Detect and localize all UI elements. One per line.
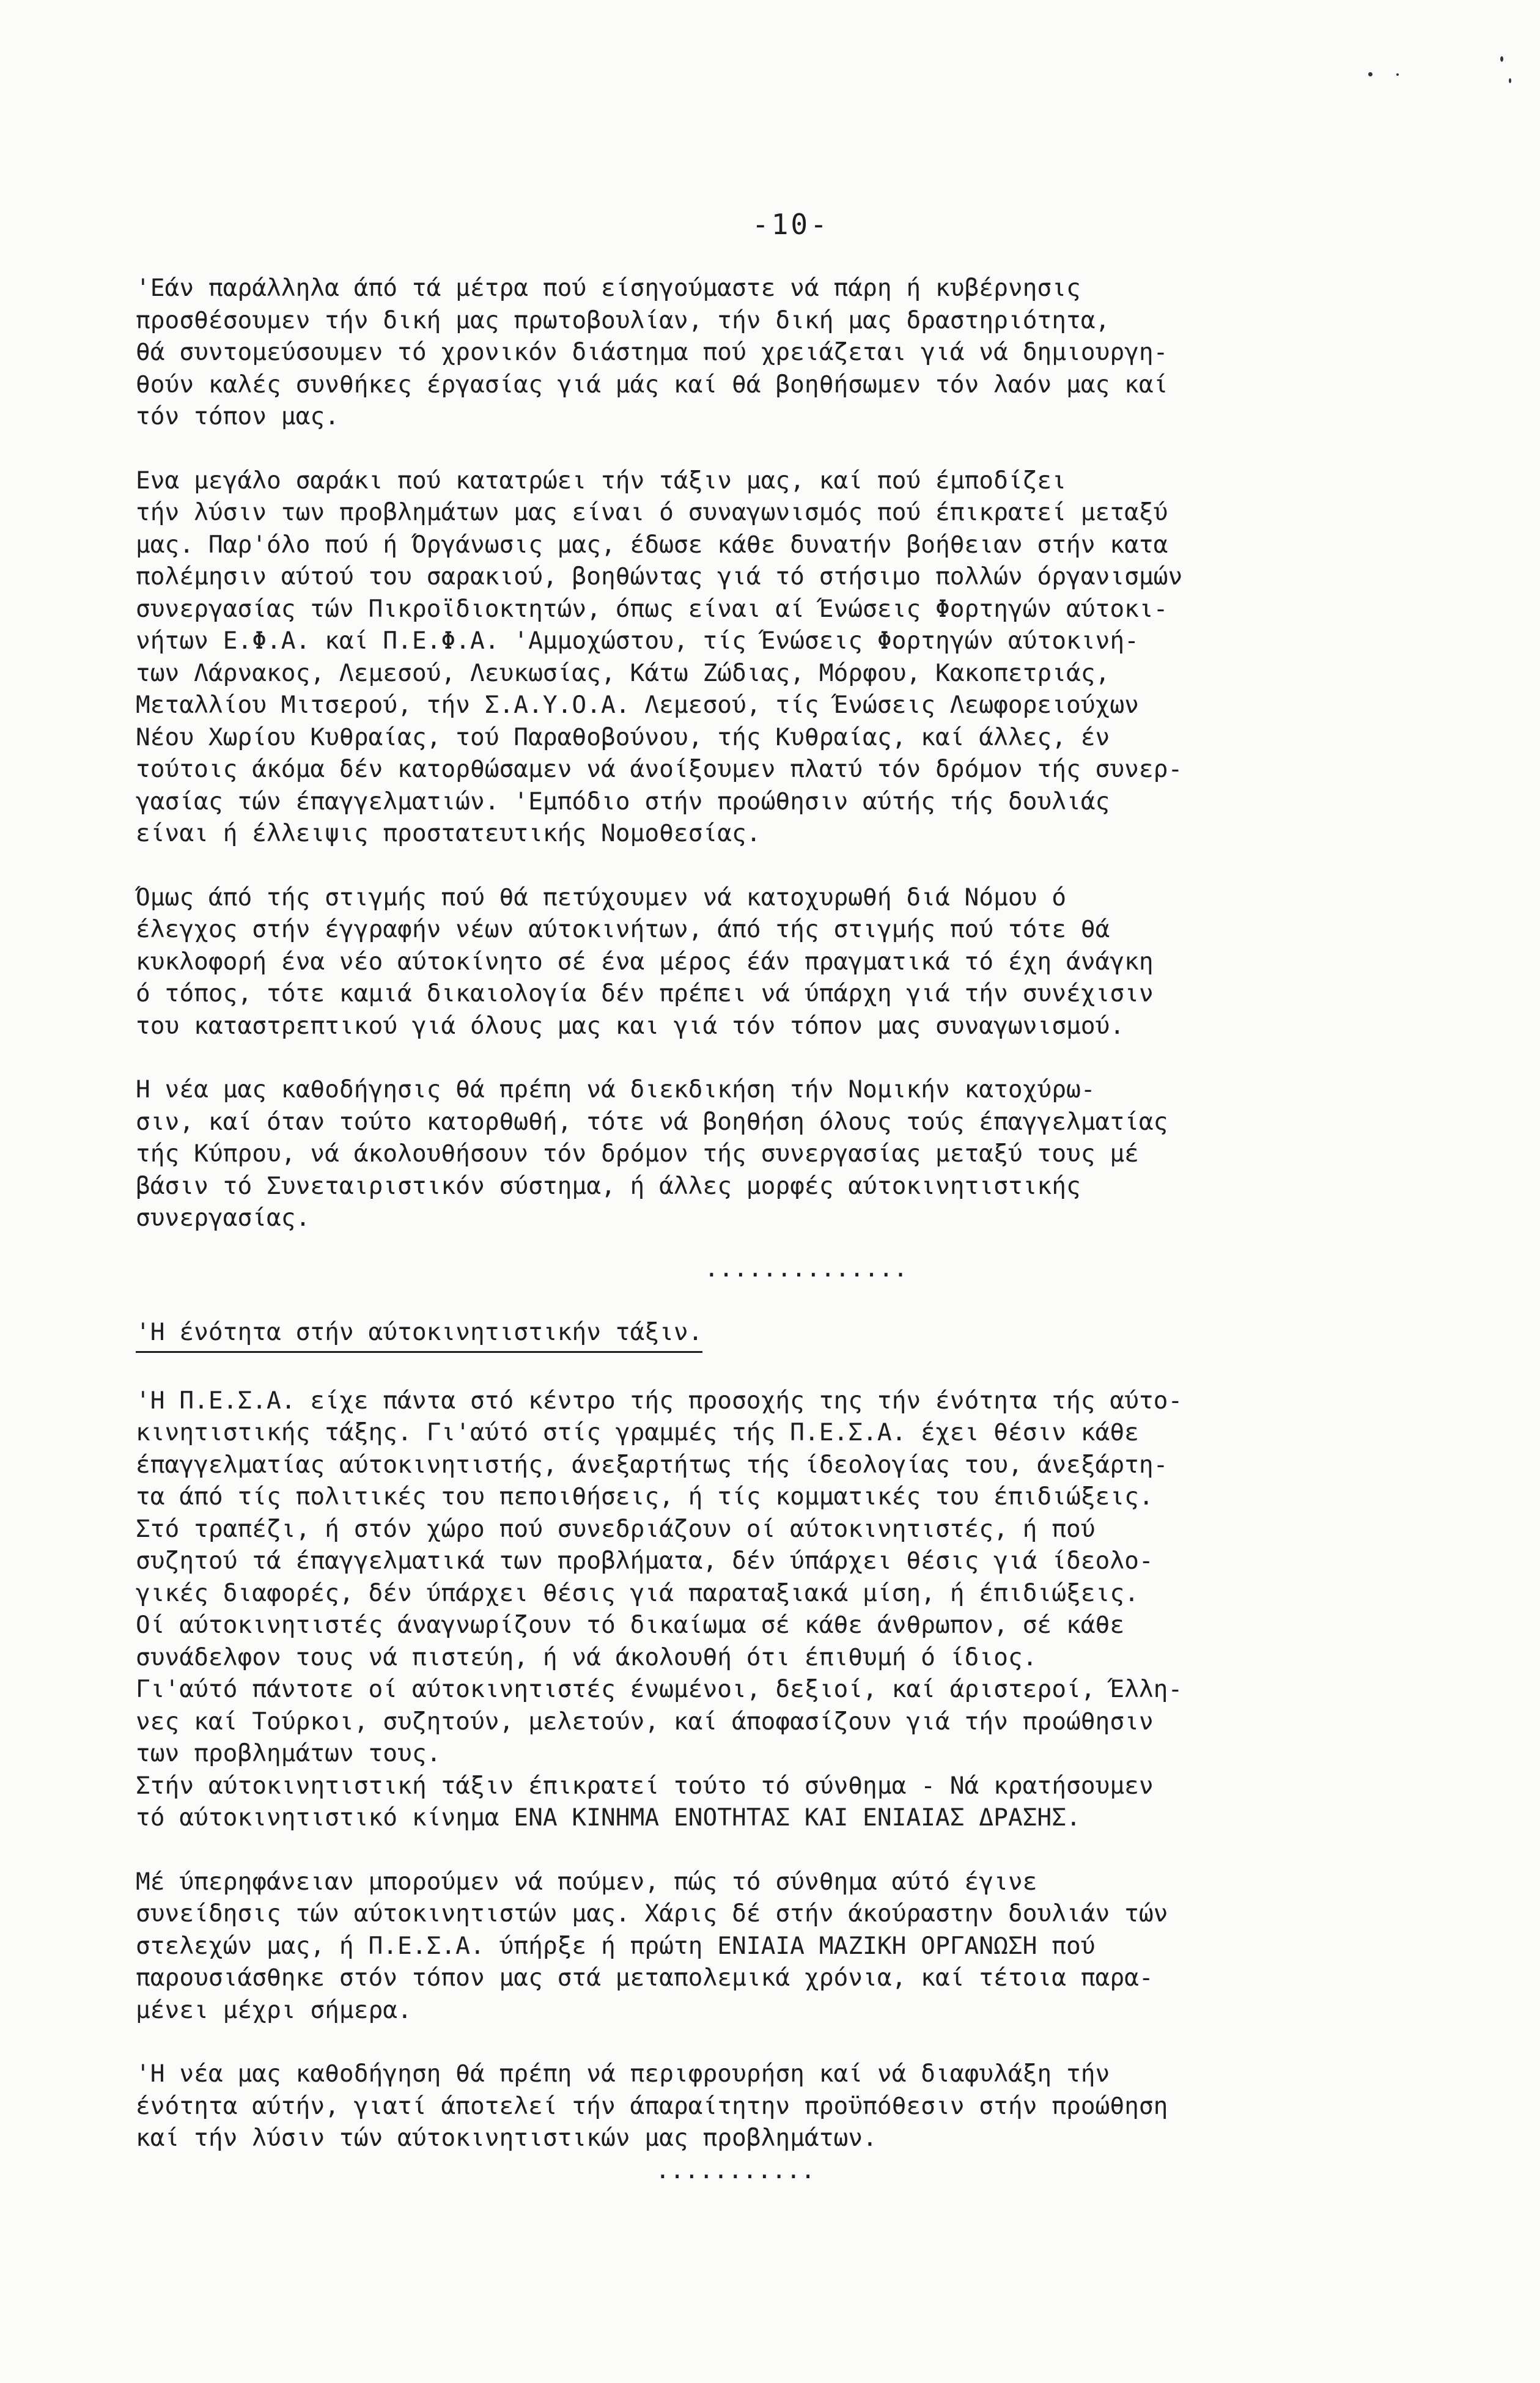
paragraph: 'Εάν παράλληλα άπό τά μέτρα πού είσηγούμαστε νά πάρη ή κυβέρνησις προσθέσουμεν τήν δική μας πρωτοβουλίαν, τήν δική μας δραστηριότητα, θά συντομεύσουμεν τό χρονικόν διάστημα πού χρειάζεται γιά νά δημιουργη- θούν καλές συνθήκες έργασίας γιά μάς καί θά βοηθήσωμεν τόν λαόν μας καί τόν τόπον μας. (136, 274, 1168, 430)
paragraph-gap (136, 1284, 1444, 1316)
paragraph-gap (136, 1234, 1444, 1253)
paragraph: Ενα μεγάλο σαράκι πού κατατρώει τήν τάξιν μας, καί πού έμποδίζει τήν λύσιν των προβλημάτων μας είναι ό συναγωνισμός πού έπικρατεί μεταξύ μας. Παρ'όλο πού ή Όργάνωσις μας, έδωσε κάθε δυνατήν βοήθειαν στήν κατα πολέμησιν αύτού του σαρακιού, βοηθώντας γιά τό στήσιμο πολλών όργανισμών συνεργασίας τών Πικροϊδιοκτητών, όπως είναι αί Ένώσεις Φορτηγών αύτοκι- νήτων Ε.Φ.Α. καί Π.Ε.Φ.Α. 'Αμμοχώστου, τίς Ένώσεις Φορτηγών αύτοκινή- των Λάρνακος, Λεμεσού, Λευκωσίας, Κάτω Ζώδιας, Μόρφου, Κακοπετριάς, Μεταλλίου Μιτσερού, τήν Σ.Α.Υ.Ο.Α. Λεμεσού, τίς Ένώσεις Λεωφορειούχων Νέου Χωρίου Κυθραίας, τού Παραθοβούνου, τής Κυθραίας, καί άλλες, έν τούτοις άκόμα δέν κατορθώσαμεν νά άνοίξουμεν πλατύ τόν δρόμον τής συνερ- γασίας τών έπαγγελματιών. 'Εμπόδιο στήν προώθησιν αύτής τής δουλιάς είναι ή έλλειψις προστατευτικής Νομοθεσίας. (136, 466, 1183, 847)
section-heading: 'Η ένότητα στήν αύτοκινητιστικήν τάξιν. (136, 1316, 702, 1353)
paragraph: 'Η Π.Ε.Σ.Α. είχε πάντα στό κέντρο τής προσοχής της τήν ένότητα τής αύτο- κινητιστικής τάξης. Γι'αύτό στίς γραμμές τής Π.Ε.Σ.Α. έχει θέσιν κάθε έπαγγελματίας αύτοκινητιστής, άνεξαρτήτως τής ίδεολογίας του, άνεξάρτη- τα άπό τίς πολιτικές του πεποιθήσεις, ή τίς κομματικές του έπιδιώξεις. Στό τραπέζι, ή στόν χώρο πού συνεδριάζουν οί αύτοκινητιστές, ή πού συζητού τά έπαγγελματικά των προβλήματα, δέν ύπάρχει θέσις γιά ίδεολο- γικές διαφορές, δέν ύπάρχει θέσις γιά παραταξιακά μίση, ή έπιδιώξεις. Οί αύτοκινητιστές άναγνωρίζουν τό δικαίωμα σέ κάθε άνθρωπον, σέ κάθε συνάδελφον τους νά πιστεύη, ή νά άκολουθή ότι έπιθυμή ό ίδιος. Γι'αύτό πάντοτε οί αύτοκινητιστές ένωμένοι, δεξιοί, καί άριστεροί, Έλλη- νες καί Τούρκοι, συζητούν, μελετούν, καί άποφασίζουν γιά τήν προώθησιν των προβλημάτων τους. Στήν αύτοκινητιστική τάξιν έπικρατεί τούτο τό σύνθημα - Νά κρατήσουμεν τό αύτοκινητιστικό κίνημα ΕΝΑ ΚΙΝΗΜΑ ΕΝΟΤΗΤΑΣ ΚΑΙ ΕΝΙΑΙΑΣ ΔΡΑΣΗΣ. (136, 1386, 1183, 1832)
paragraph-gap (136, 433, 1444, 465)
paragraph: Μέ ύπερηφάνειαν μπορούμεν νά πούμεν, πώς τό σύνθημα αύτό έγινε συνείδησις τών αύτοκινητιστών μας. Χάρις δέ στήν άκούραστην δουλιάν τών στελεχών μας, ή Π.Ε.Σ.Α. ύπήρξε ή πρώτη ΕΝΙΑΙΑ ΜΑΖΙΚΗ ΟΡΓΑΝΩΣΗ πού παρουσιάσθηκε στόν τόπον μας στά μεταπολεμικά χρόνια, καί τέτοια παρα- μένει μέχρι σήμερα. (136, 1867, 1168, 2024)
scan-speck (1368, 72, 1372, 76)
paragraph: Όμως άπό τής στιγμής πού θά πετύχουμεν νά κατοχυρωθή διά Νόμου ό έλεγχος στήν έγγραφήν νέων αύτοκινήτων, άπό τής στιγμής πού τότε θά κυκλοφορή ένα νέο αύτοκίνητο σέ ένα μέρος έάν πραγματικά τό έχη άνάγκη ό τόπος, τότε καμιά δικαιολογία δέν πρέπει νά ύπάρχη γιά τήν συνέχισιν του καταστρεπτικού γιά όλους μας και γιά τόν τόπον μας συναγωνισμού. (136, 883, 1154, 1040)
document-body (136, 272, 1444, 2186)
paragraph-gap (136, 1834, 1444, 1866)
page-number: -10- (752, 208, 830, 241)
paragraph-gap (136, 850, 1444, 882)
paragraph-gap (136, 2026, 1444, 2058)
dot-separator: .............. (704, 1254, 908, 1283)
scan-speck (1396, 73, 1399, 76)
paragraph: 'Η νέα μας καθοδήγηση θά πρέπη νά περιφρουρήση καί νά διαφυλάξη τήν ένότητα αύτήν, γιατί άποτελεί τήν άπαραίτητην προϋπόθεσιν στήν προώθηση καί τήν λύσιν τών αύτοκινητιστικών μας προβλημάτων. (136, 2060, 1168, 2152)
paragraph: Η νέα μας καθοδήγησις θά πρέπη νά διεκδικήση τήν Νομικήν κατοχύρω- σιν, καί όταν τούτο κατορθωθή, τότε νά βοηθήση όλους τούς έπαγγελματίας τής Κύπρου, νά άκολουθήσουν τόν δρόμον τής συνεργασίας μεταξύ τους μέ βάσιν τό Συνεταιριστικόν σύστημα, ή άλλες μορφές αύτοκινητιστικής συνεργασίας. (136, 1075, 1168, 1232)
scan-speck (1500, 56, 1503, 62)
paragraph-gap (136, 1042, 1444, 1074)
scan-speck (1509, 78, 1511, 83)
paragraph-gap (136, 1353, 1444, 1385)
dot-separator: ........... (655, 2156, 816, 2184)
